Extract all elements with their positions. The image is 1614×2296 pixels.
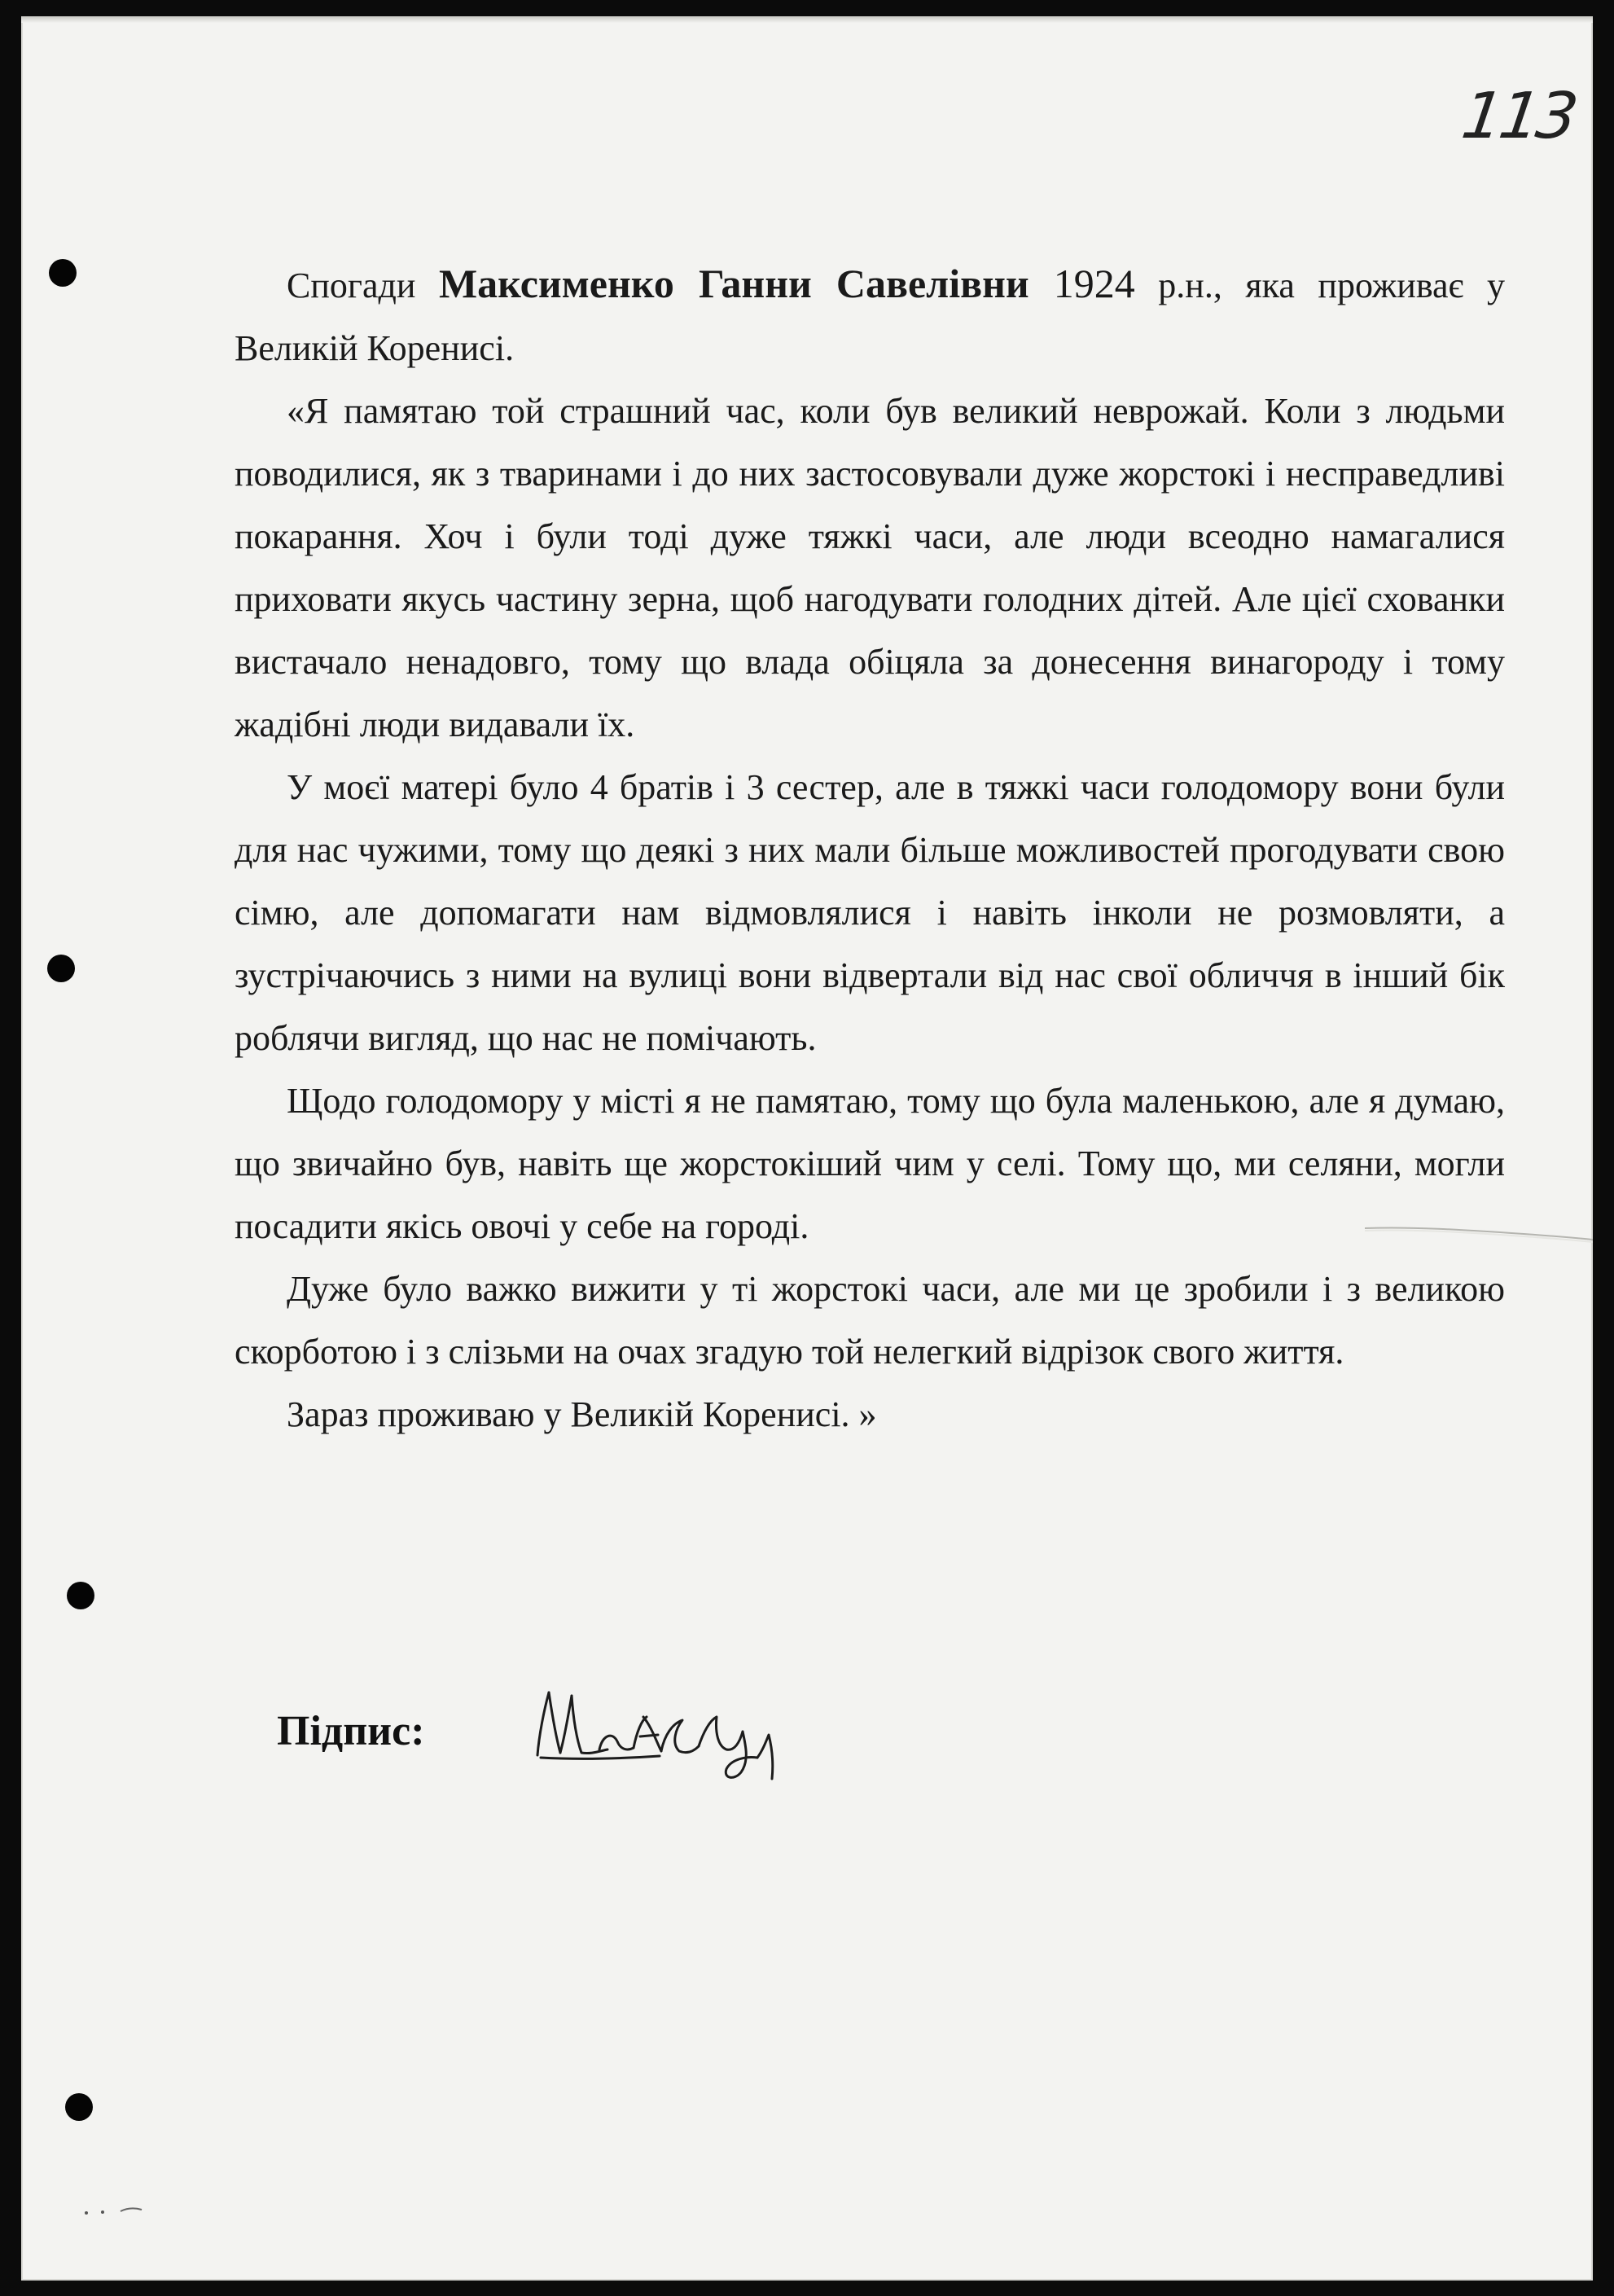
page-number: 113 (1457, 80, 1580, 153)
birth-year: 1924 (1028, 261, 1135, 306)
paper-crease (1365, 1220, 1593, 1245)
body-paragraph: «Я памятаю той страшний час, коли був великий неврожай. Коли з людьми поводилися, як з тваринами і до них застосовували дуже жорстокі і несправедливі покарання. Хоч і були тоді дуже тяжкі часи, але люди всеодно намагалися приховати якусь частину зерна, щоб нагодувати голодних дітей. Але цієї схованки вистачало ненадовго, тому що влада обіцяла за донесення винагороду і тому жадібні люди видавали їх. (235, 391, 1505, 744)
signature-row (277, 1678, 928, 1792)
intro-prefix: Спогади (287, 266, 439, 305)
document-body (235, 252, 1505, 1446)
intro-paragraph (235, 252, 1505, 380)
body-paragraph: Дуже було важко вижити у ті жорстокі часи, але ми це зробили і з великою скорботою і з слізьми на очах згадую той нелегкий відрізок свого життя. (235, 1269, 1505, 1372)
closing-paragraph: Зараз проживаю у Великій Коренисі. » (287, 1394, 877, 1434)
punch-hole (47, 955, 75, 982)
punch-hole (65, 2093, 93, 2121)
body-paragraph: Щодо голодомору у місті я не памятаю, тому що була маленькою, але я думаю, що звичайно був, навіть ще жорстокіший чим у селі. Тому що, ми селяни, могли посадити якісь овочі у себе на городі. (235, 1081, 1505, 1246)
handwritten-signature (521, 1678, 847, 1800)
document-page (21, 16, 1593, 2281)
page-top-edge (21, 16, 1593, 23)
intro-suffix: р.н., яка проживає у Великій Коренисі. (235, 266, 1505, 368)
person-name: Максименко Ганни Савелівни (438, 261, 1029, 306)
signature-label: Підпис: (277, 1708, 425, 1754)
punch-hole (67, 1582, 94, 1609)
scan-specks (78, 2203, 160, 2219)
punch-hole (49, 259, 77, 287)
body-paragraph: У моєї матері було 4 братів і 3 сестер, але в тяжкі часи голодомору вони були для нас чужими, тому що деякі з них мали більше можливостей прогодувати свою сімю, але допомагати нам відмовлялися і навіть інколи не розмовляти, а зустрічаючись з ними на вулиці вони відвертали від нас свої обличчя в інший бік роблячи вигляд, що нас не помічають. (235, 767, 1505, 1058)
